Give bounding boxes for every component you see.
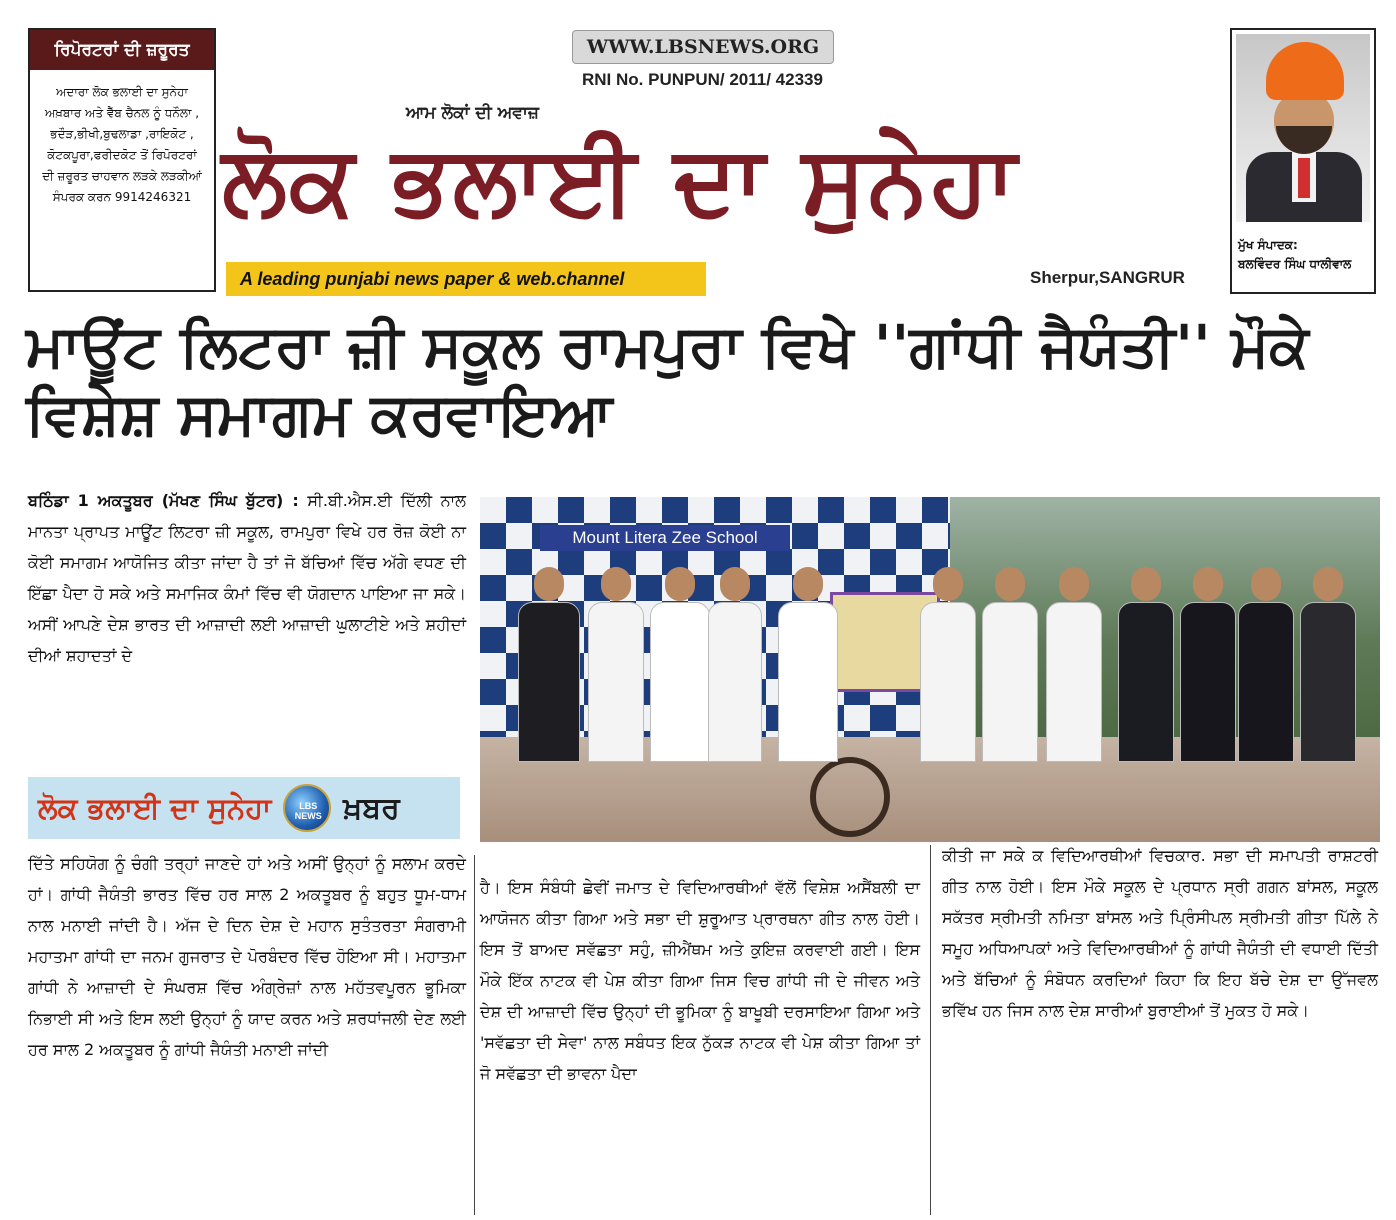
article-dateline: ਬਠਿੰਡਾ 1 ਅਕਤੂਬਰ (ਮੱਖਣ ਸਿੰਘ ਬੁੱਟਰ) : — [28, 491, 299, 510]
reporters-wanted-box — [28, 28, 216, 292]
event-photo — [480, 497, 1380, 842]
article-text: ਸੀ.ਬੀ.ਐਸ.ਈ ਦਿੱਲੀ ਨਾਲ ਮਾਨਤਾ ਪ੍ਰਾਪਤ ਮਾਊਂਟ ਲਿਟਰਾ ਜ਼ੀ ਸਕੂਲ, ਰਾਮਪੁਰਾ ਵਿਖੇ ਹਰ ਰੋਜ਼ ਕੋਈ ਨਾ ਕੋਈ ਸਮਾਗਮ ਆਯੋਜਿਤ ਕੀਤਾ ਜਾਂਦਾ ਹੈ ਤਾਂ ਜੋ ਬੱਚਿਆਂ ਵਿੱਚ ਅੱਗੇ ਵਧਣ ਦੀ ਇੱਛਾ ਪੈਦਾ ਹੋ ਸਕੇ ਅਤੇ ਸਮਾਜਿਕ ਕੰਮਾਂ ਵਿੱਚ ਵੀ ਯੋਗਦਾਨ ਪਾਇਆ ਜਾ ਸਕੇ। ਅਸੀਂ ਆਪਣੇ ਦੇਸ਼ ਭਾਰਤ ਦੀ ਆਜ਼ਾਦੀ ਲਈ ਆਜ਼ਾਦੀ ਘੁਲਾਟੀਏ ਅਤੇ ਸ਼ਹੀਦਾਂ ਦੀਆਂ ਸ਼ਹਾਦਤਾਂ ਦੇ — [28, 491, 467, 665]
reporters-wanted-line: ਦੀ ਜ਼ਰੂਰਤ ਚਾਹਵਾਨ ਲੜਕੇ ਲੜਕੀਆਂ — [42, 169, 202, 183]
student-head — [534, 567, 564, 601]
student-figure — [1046, 602, 1102, 762]
student-head — [933, 567, 963, 601]
article-column-3: ਕੀਤੀ ਜਾ ਸਕੇ ਕ ਵਿਦਿਆਰਥੀਆਂ ਵਿਚਕਾਰ. ਸਭਾ ਦੀ ਸਮਾਪਤੀ ਰਾਸ਼ਟਰੀ ਗੀਤ ਨਾਲ ਹੋਈ। ਇਸ ਮੌਕੇ ਸਕੂਲ ਦੇ ਪ੍ਰਧਾਨ ਸ੍ਰੀ ਗਗਨ ਬਾਂਸਲ, ਸਕੂਲ ਸਕੱਤਰ ਸ੍ਰੀਮਤੀ ਨਮਿਤਾ ਬਾਂਸਲ ਅਤੇ ਪ੍ਰਿੰਸੀਪਲ ਸ੍ਰੀਮਤੀ ਗੀਤਾ ਪਿੱਲੇ ਨੇ ਸਮੂਹ ਅਧਿਆਪਕਾਂ ਅਤੇ ਵਿਦਿਆਰਥੀਆਂ ਨੂੰ ਗਾਂਧੀ ਜੈਯੰਤੀ ਦੀ ਵਧਾਈ ਦਿੱਤੀ ਅਤੇ ਬੱਚਿਆਂ ਨੂੰ ਸੰਬੋਧਨ ਕਰਦਿਆਂ ਕਿਹਾ ਕਿ ਇਹ ਬੱਚੇ ਦੇਸ਼ ਦਾ ਉੱਜਵਲ ਭਵਿੱਖ ਹਨ ਜਿਸ ਨਾਲ ਦੇਸ਼ ਸਾਰੀਆਂ ਬੁਰਾਈਆਂ ਤੋਂ ਮੁਕਤ ਹੋ ਸਕੇ। — [942, 846, 1378, 1020]
student-head — [1251, 567, 1281, 601]
student-figure — [920, 602, 976, 762]
editor-role: ਮੁੱਖ ਸੰਪਾਦਕ: — [1238, 238, 1298, 252]
student-figure — [778, 602, 838, 762]
student-figure — [1118, 602, 1174, 762]
student-head — [995, 567, 1025, 601]
student-figure — [1300, 602, 1356, 762]
article-column-2: ਹੈ। ਇਸ ਸੰਬੰਧੀ ਛੇਵੀਂ ਜਮਾਤ ਦੇ ਵਿਦਿਆਰਥੀਆਂ ਵੱਲੋਂ ਵਿਸ਼ੇਸ਼ ਅਸੈਂਬਲੀ ਦਾ ਆਯੋਜਨ ਕੀਤਾ ਗਿਆ ਅਤੇ ਸਭਾ ਦੀ ਸ਼ੁਰੂਆਤ ਪ੍ਰਾਰਥਨਾ ਗੀਤ ਨਾਲ ਹੋਈ। ਇਸ ਤੋਂ ਬਾਅਦ ਸਵੱਛਤਾ ਸਹੁੰ, ਜ਼ੀਐਂਥਮ ਅਤੇ ਕੁਇਜ਼ ਕਰਵਾਈ ਗਈ। ਇਸ ਮੌਕੇ ਇੱਕ ਨਾਟਕ ਵੀ ਪੇਸ਼ ਕੀਤਾ ਗਿਆ ਜਿਸ ਵਿਚ ਗਾਂਧੀ ਜੀ ਦੇ ਜੀਵਨ ਅਤੇ ਦੇਸ਼ ਦੀ ਆਜ਼ਾਦੀ ਵਿੱਚ ਉਨ੍ਹਾਂ ਦੀ ਭੂਮਿਕਾ ਨੂੰ ਬਾਖੂਬੀ ਦਰਸਾਇਆ ਗਿਆ ਅਤੇ 'ਸਵੱਛਤਾ ਦੀ ਸੇਵਾ' ਨਾਲ ਸਬੰਧਤ ਇਕ ਨੁੱਕੜ ਨਾਟਕ ਵੀ ਪੇਸ਼ ਕੀਤਾ ਗਿਆ ਤਾਂ ਜੋ ਸਵੱਛਤਾ ਦੀ ਭਾਵਨਾ ਪੈਦਾ — [480, 878, 920, 1083]
editor-name: ਬਲਵਿੰਦਰ ਸਿੰਘ ਧਾਲੀਵਾਲ — [1238, 257, 1352, 272]
logo-text: LBS NEWS — [294, 801, 322, 821]
reporters-wanted-line: ਕੋਟਕਪੂਰਾ,ਫਰੀਦਕੋਟ ਤੋਂ ਰਿਪੋਰਟਰਾਂ — [47, 148, 197, 162]
student-head — [601, 567, 631, 601]
spinning-wheel — [810, 757, 890, 837]
location: Sherpur,SANGRUR — [1030, 268, 1185, 287]
editor-label — [1238, 236, 1351, 274]
student-figure — [982, 602, 1038, 762]
tagline-top: ਆਮ ਲੋਕਾਂ ਦੀ ਅਵਾਜ਼ — [406, 103, 539, 123]
masthead — [0, 0, 1396, 300]
tagline-bar: A leading punjabi news paper & web.channel — [226, 262, 706, 296]
reporters-wanted-line: ਅਖ਼ਬਾਰ ਅਤੇ ਵੈੱਬ ਚੈਨਲ ਨੂੰ ਧਨੌਲਾ , — [44, 106, 200, 120]
student-head — [720, 567, 750, 601]
rni-number: RNI No. PUNPUN/ 2011/ 42339 — [582, 70, 823, 89]
reporters-wanted-line: ਭਦੌੜ,ਭੀਖੀ,ਬੁਢਲਾਡਾ ,ਰਾਇਕੋਟ , — [50, 127, 194, 141]
website-badge: WWW.LBSNEWS.ORG — [572, 30, 834, 64]
reporters-wanted-line: ਅਦਾਰਾ ਲੋਕ ਭਲਾਈ ਦਾ ਸੁਨੇਹਾ — [56, 85, 188, 99]
article-column-1-bottom: ਦਿੱਤੇ ਸਹਿਯੋਗ ਨੂੰ ਚੰਗੀ ਤਰ੍ਹਾਂ ਜਾਣਦੇ ਹਾਂ ਅਤੇ ਅਸੀਂ ਉਨ੍ਹਾਂ ਨੂੰ ਸਲਾਮ ਕਰਦੇ ਹਾਂ। ਗਾਂਧੀ ਜੈਯੰਤੀ ਭਾਰਤ ਵਿੱਚ ਹਰ ਸਾਲ 2 ਅਕਤੂਬਰ ਨੂੰ ਬਹੁਤ ਧੂਮ-ਧਾਮ ਨਾਲ ਮਨਾਈ ਜਾਂਦੀ ਹੈ। ਅੱਜ ਦੇ ਦਿਨ ਦੇਸ਼ ਦੇ ਮਹਾਨ ਸੁਤੰਤਰਤਾ ਸੰਗਰਾਮੀ ਮਹਾਤਮਾ ਗਾਂਧੀ ਦਾ ਜਨਮ ਗੁਜਰਾਤ ਦੇ ਪੋਰਬੰਦਰ ਵਿੱਚ ਹੋਇਆ ਸੀ। ਮਹਾਤਮਾ ਗਾਂਧੀ ਨੇ ਆਜ਼ਾਦੀ ਦੇ ਸੰਘਰਸ਼ ਵਿੱਚ ਅੰਗ੍ਰੇਜ਼ਾਂ ਨਾਲ ਮਹੱਤਵਪੂਰਨ ਭੂਮਿਕਾ ਨਿਭਾਈ ਸੀ ਅਤੇ ਇਸ ਲਈ ਉਨ੍ਹਾਂ ਨੂੰ ਯਾਦ ਕਰਨ ਅਤੇ ਸ਼ਰਧਾਂਜਲੀ ਦੇਣ ਲਈ ਹਰ ਸਾਲ 2 ਅਕਤੂਬਰ ਨੂੰ ਗਾਂਧੀ ਜੈਯੰਤੀ ਮਨਾਈ ਜਾਂਦੀ — [28, 854, 466, 1059]
globe-logo-icon — [283, 784, 331, 832]
column-divider — [474, 855, 475, 1215]
student-figure — [650, 602, 710, 762]
student-head — [793, 567, 823, 601]
column-divider — [930, 845, 931, 1215]
student-head — [1059, 567, 1089, 601]
student-head — [665, 567, 695, 601]
student-head — [1131, 567, 1161, 601]
editor-box — [1230, 28, 1376, 294]
student-head — [1313, 567, 1343, 601]
student-figure — [708, 602, 762, 762]
reporters-wanted-body — [30, 70, 214, 220]
student-figure — [518, 602, 580, 762]
student-head — [1193, 567, 1223, 601]
editor-photo — [1236, 34, 1370, 222]
reporters-wanted-title: ਰਿਪੋਰਟਰਾਂ ਦੀ ਜ਼ਰੂਰਤ — [30, 30, 214, 70]
brand-news-banner — [28, 777, 460, 839]
school-sign: Mount Litera Zee School — [540, 525, 790, 551]
student-figure — [1180, 602, 1236, 762]
article-headline: ਮਾਊਂਟ ਲਿਟਰਾ ਜ਼ੀ ਸਕੂਲ ਰਾਮਪੁਰਾ ਵਿਖੇ ''ਗਾਂਧੀ ਜੈਯੰਤੀ'' ਮੌਕੇ ਵਿਸ਼ੇਸ਼ ਸਮਾਗਮ ਕਰਵਾਇਆ — [26, 312, 1309, 448]
newspaper-name: ਲੋਕ ਭਲਾਈ ਦਾ ਸੁਨੇਹਾ — [222, 124, 1019, 236]
student-figure — [1238, 602, 1294, 762]
article-column-1-top — [28, 485, 466, 671]
reporters-wanted-line: ਸੰਪਰਕ ਕਰਨ 9914246321 — [52, 190, 192, 204]
brand-news-word: ਖ਼ਬਰ — [343, 790, 400, 826]
student-figure — [588, 602, 644, 762]
brand-name: ਲੋਕ ਭਲਾਈ ਦਾ ਸੁਨੇਹਾ — [38, 790, 272, 825]
